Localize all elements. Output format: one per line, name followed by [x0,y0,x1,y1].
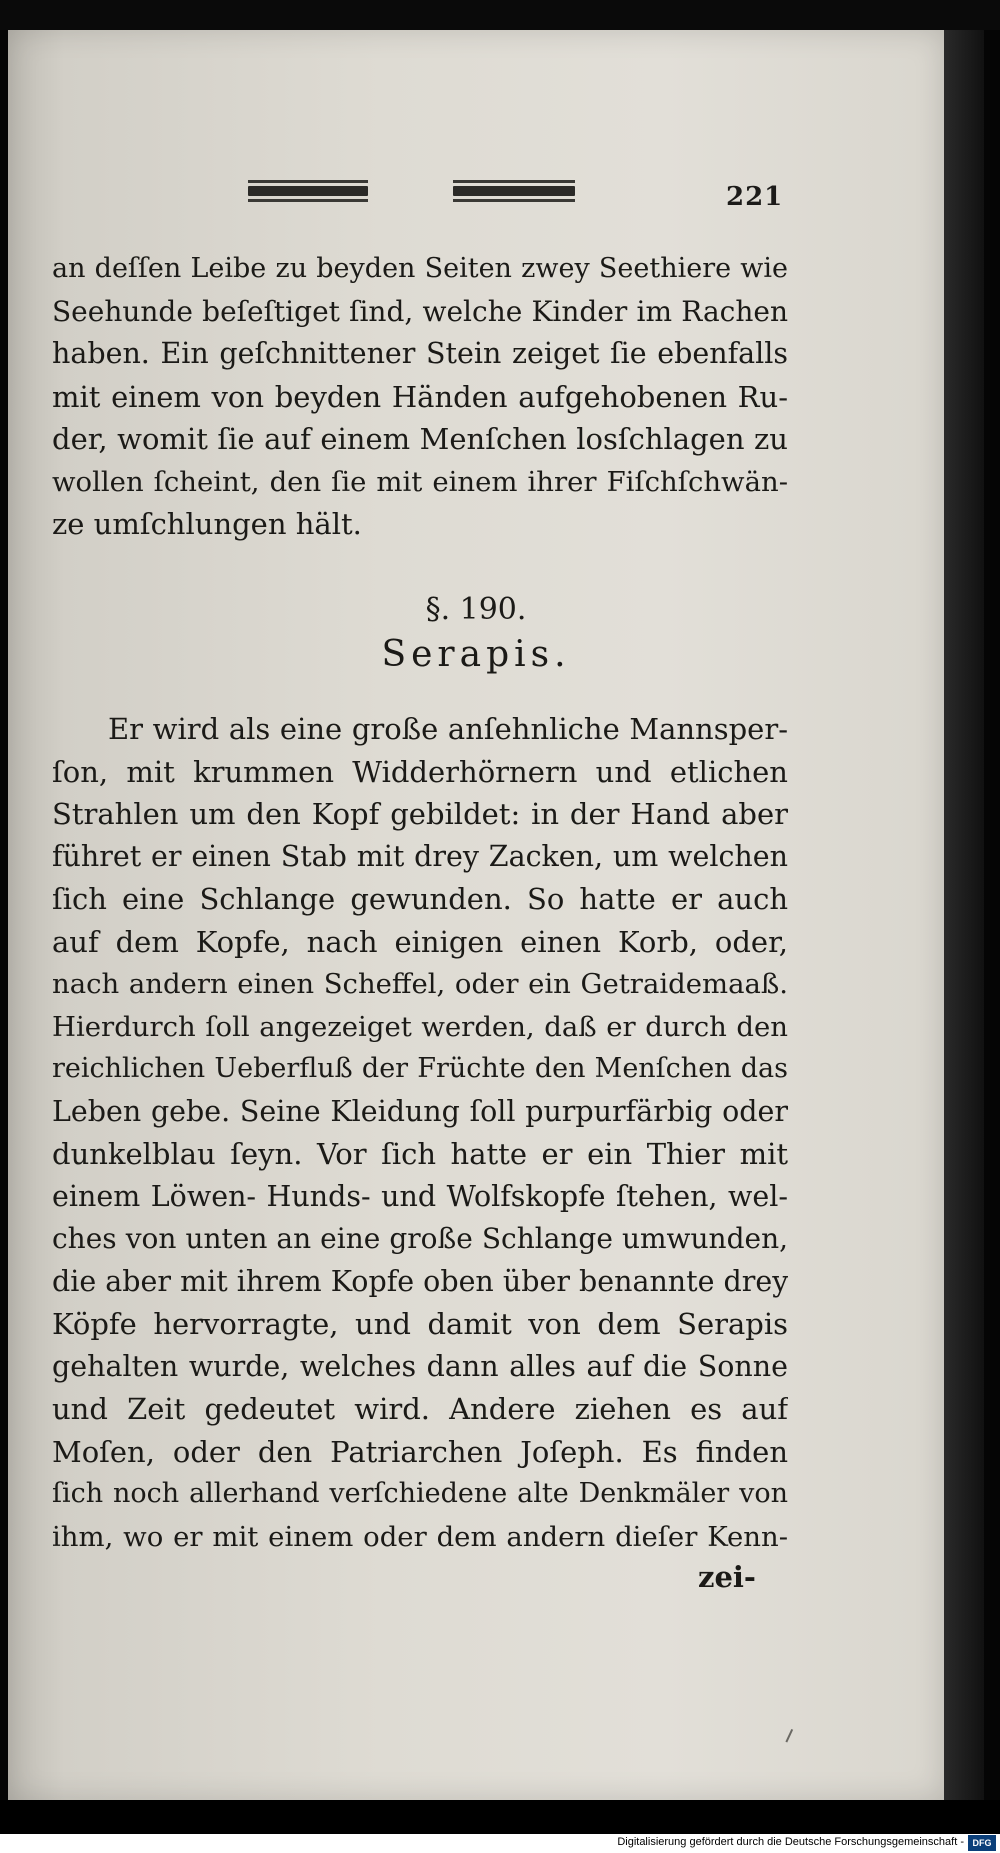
text-line: Leben gebe. Seine Kleidung ſoll purpurfärbig oder [52,1094,788,1128]
text-line: ſon, mit krummen Widderhörnern und etlichen [52,754,788,789]
pencil-mark [785,1729,798,1745]
funding-credit: Digitalisierung gefördert durch die Deutsche Forschungsgemeinschaft - [617,1836,964,1848]
scan-top-border [0,0,1000,30]
section-title: Serapis. [381,634,571,675]
book-spine-edge [944,30,984,1800]
dfg-logo: DFG [968,1835,996,1851]
header-ornament-right [453,180,575,204]
section-number: §. 190. [425,592,527,627]
text-line: wollen ſcheint, den ſie mit einem ihrer Fiſchſchwän‑ [52,465,788,498]
page-number: 221 [726,182,784,212]
text-line: Moſen, oder den Patriarchen Joſeph. Es finden [52,1434,788,1469]
text-line: und Zeit gedeutet wird. Andere ziehen es auf [52,1392,788,1426]
text-line: Hierdurch ſoll angezeiget werden, daß er durch den [52,1010,788,1043]
catchword: zei‑ [698,1560,756,1594]
text-line: auf dem Kopfe, nach einigen einen Korb, oder, [52,924,788,959]
text-line: führet er einen Stab mit drey Zacken, um welchen [52,839,788,873]
text-line: die aber mit ihrem Kopfe oben über benannte drey [52,1264,788,1298]
text-line: mit einem von beyden Händen aufgehobenen Ru‑ [52,379,788,414]
text-line: gehalten wurde, welches dann alles auf die Sonne [52,1349,788,1383]
header-ornament-left [248,180,368,204]
text-line: ihm, wo er mit einem oder dem andern dieſer Kenn‑ [52,1520,788,1553]
text-line: nach andern einen Scheffel, oder ein Getraidemaaß. [52,968,788,1000]
continued-paragraph [52,248,788,546]
text-line: einem Löwen‑ Hunds‑ und Wolfskopfe ſtehen, wel‑ [52,1179,788,1213]
text-line: Strahlen um den Kopf gebildet: in der Hand aber [52,797,788,831]
text-line: Seehunde beſeſtiget ſind, welche Kinder im Rachen [52,294,788,328]
digitization-footer [0,1834,1000,1853]
text-line: Er wird als eine große anſehnliche Mannsper‑ [108,712,788,746]
text-line: dunkelblau ſeyn. Vor ſich hatte er ein Thier mit [52,1137,788,1171]
section-paragraph [52,708,788,1558]
text-line: ches von unten an eine große Schlange umwunden, [52,1222,788,1255]
text-line: reichlichen Ueberfluß der Früchte den Menſchen das [52,1053,788,1084]
text-line: der, womit ſie auf einem Menſchen losſchlagen zu [52,422,788,456]
book-page [8,30,944,1800]
text-line: ſich eine Schlange gewunden. So hatte er auch [52,882,788,916]
text-line: an deſſen Leibe zu beyden Seiten zwey Seethiere wie [52,253,788,284]
text-line: Köpfe hervorragte, und damit von dem Serapis [52,1307,788,1341]
scan-bottom-border [0,1800,1000,1834]
text-line: ze umſchlungen hält. [52,507,362,541]
text-line: ſich noch allerhand verſchiedene alte Denkmäler von [52,1478,788,1509]
text-line: haben. Ein geſchnittener Stein zeiget ſie ebenfalls [52,337,788,370]
